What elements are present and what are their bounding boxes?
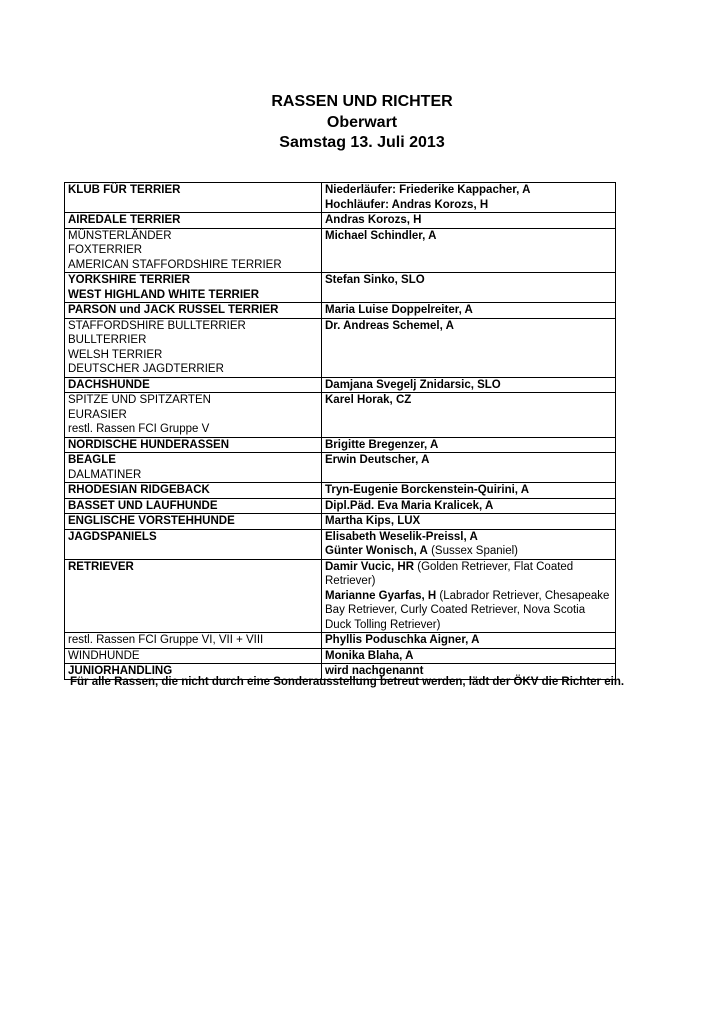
judge-entry xyxy=(325,378,612,393)
table-row xyxy=(65,633,616,649)
judge-entry xyxy=(325,544,612,559)
breed-name: AIREDALE TERRIER xyxy=(68,214,181,226)
breed-name: DACHSHUNDE xyxy=(68,378,150,391)
judge-entry xyxy=(325,438,612,453)
breed-cell xyxy=(65,393,322,438)
table-row xyxy=(65,514,616,530)
title-location: Oberwart xyxy=(326,113,398,131)
breed-cell xyxy=(65,303,322,319)
judge-entry xyxy=(325,453,612,468)
breed-name: MÜNSTERLÄNDER xyxy=(68,229,172,242)
breed-name: WINDHUNDE xyxy=(68,649,140,662)
table-row xyxy=(65,648,616,664)
judge-cell xyxy=(322,498,616,514)
judge-cell xyxy=(322,393,616,438)
breed-name: STAFFORDSHIRE BULLTERRIER xyxy=(68,319,246,332)
breed-cell xyxy=(65,559,322,633)
judge-name: Michael Schindler, A xyxy=(325,229,437,242)
breed-cell xyxy=(65,228,322,273)
table-row xyxy=(65,393,616,438)
breed-name: JUNIORHANDLING xyxy=(68,665,173,677)
judge-name: wird nachgenannt xyxy=(325,665,424,677)
breed-name: WEST HIGHLAND WHITE TERRIER xyxy=(68,288,260,301)
breed-name: PARSON und JACK RUSSEL TERRIER xyxy=(68,304,279,316)
judge-entry xyxy=(325,303,612,318)
judge-note: (Sussex Spaniel) xyxy=(427,545,518,557)
judge-note: (Labrador Retriever, Chesapeake Bay Retriever, Curly Coated Retriever, Nova Scotia Duck Tolling Retriever) xyxy=(325,589,610,631)
judge-entry xyxy=(325,319,612,334)
judge-name: Niederläufer: Friederike Kappacher, A xyxy=(325,184,531,196)
judge-cell xyxy=(322,529,616,559)
breed-cell xyxy=(65,318,322,377)
table-row xyxy=(65,303,616,319)
judge-entry xyxy=(325,483,612,498)
judge-cell xyxy=(322,377,616,393)
judge-entry xyxy=(325,530,612,545)
breed-cell xyxy=(65,633,322,649)
judge-name: Phyllis Poduschka Aigner, A xyxy=(325,634,480,646)
table-row xyxy=(65,273,616,303)
breed-name: BULLTERRIER xyxy=(68,334,147,346)
judge-cell xyxy=(322,213,616,229)
judge-entry xyxy=(325,393,612,408)
judge-cell xyxy=(322,318,616,377)
table-row xyxy=(65,483,616,499)
judge-entry xyxy=(325,273,612,288)
document-title xyxy=(0,92,724,154)
judge-name: Günter Wonisch, A xyxy=(325,545,428,557)
breed-cell xyxy=(65,437,322,453)
judge-entry xyxy=(325,499,612,514)
table-row xyxy=(65,228,616,273)
judge-cell xyxy=(322,633,616,649)
judge-name: Damjana Svegelj Znidarsic, SLO xyxy=(325,378,501,391)
judge-name: Tryn-Eugenie Borckenstein-Quirini, A xyxy=(325,484,530,496)
judge-cell xyxy=(322,437,616,453)
title-date: Samstag 13. Juli 2013 xyxy=(279,134,445,151)
judge-note: (Golden Retriever, Flat Coated Retriever) xyxy=(325,560,574,587)
judge-name: Martha Kips, LUX xyxy=(325,515,421,527)
breed-name: JAGDSPANIELS xyxy=(68,530,157,543)
judge-entry xyxy=(325,560,612,589)
table-row xyxy=(65,437,616,453)
judge-name: Maria Luise Doppelreiter, A xyxy=(325,304,473,316)
breed-cell xyxy=(65,273,322,303)
breed-name: restl. Rassen FCI Gruppe VI, VII + VIII xyxy=(68,634,264,646)
breed-name: DALMATINER xyxy=(68,468,142,481)
judge-cell xyxy=(322,183,616,213)
judge-name: Erwin Deutscher, A xyxy=(325,454,430,466)
judge-name: Marianne Gyarfas, H xyxy=(325,589,437,602)
breed-name: KLUB FÜR TERRIER xyxy=(68,184,181,196)
breeds-judges-table xyxy=(64,182,616,680)
table-row xyxy=(65,183,616,213)
breed-name: AMERICAN STAFFORDSHIRE TERRIER xyxy=(68,258,282,271)
breed-cell xyxy=(65,514,322,530)
table-row xyxy=(65,498,616,514)
breed-name: FOXTERRIER xyxy=(68,244,143,256)
breed-name: restl. Rassen FCI Gruppe V xyxy=(68,423,210,435)
judge-entry xyxy=(325,229,612,244)
table-row xyxy=(65,318,616,377)
breed-name: RHODESIAN RIDGEBACK xyxy=(68,484,210,496)
breed-name: RETRIEVER xyxy=(68,560,134,573)
breed-name: BEAGLE xyxy=(68,454,116,466)
breed-cell xyxy=(65,648,322,664)
judge-name: Dr. Andreas Schemel, A xyxy=(325,319,454,332)
breed-name: EURASIER xyxy=(68,408,127,421)
title-line-1: RASSEN UND RICHTER xyxy=(271,93,453,110)
judge-name: Hochläufer: Andras Korozs, H xyxy=(325,198,489,211)
judge-name: Monika Blaha, A xyxy=(325,649,414,662)
table-row xyxy=(65,453,616,483)
table-row xyxy=(65,377,616,393)
breed-name: SPITZE UND SPITZARTEN xyxy=(68,394,211,406)
breed-name: BASSET UND LAUFHUNDE xyxy=(68,499,218,512)
judge-cell xyxy=(322,514,616,530)
judge-entry xyxy=(325,589,612,633)
judge-entry xyxy=(325,213,612,228)
judge-entry xyxy=(325,514,612,529)
footer-note: Für alle Rassen, die nicht durch eine Sonderausstellung betreut werden, lädt der ÖKV die Richter ein. xyxy=(70,676,625,688)
judge-entry xyxy=(325,198,612,213)
judge-entry xyxy=(325,183,612,198)
judge-cell xyxy=(322,303,616,319)
breed-cell xyxy=(65,529,322,559)
judge-name: Elisabeth Weselik-Preissl, A xyxy=(325,530,478,543)
breed-cell xyxy=(65,183,322,213)
table-row xyxy=(65,559,616,633)
judge-entry xyxy=(325,633,612,648)
table-row xyxy=(65,529,616,559)
judge-name: Damir Vucic, HR xyxy=(325,560,415,573)
breed-name: DEUTSCHER JAGDTERRIER xyxy=(68,363,224,375)
judge-cell xyxy=(322,453,616,483)
breed-cell xyxy=(65,498,322,514)
judge-name: Andras Korozs, H xyxy=(325,214,422,226)
judge-name: Stefan Sinko, SLO xyxy=(325,274,425,286)
breed-name: NORDISCHE HUNDERASSEN xyxy=(68,438,230,451)
judge-entry xyxy=(325,649,612,664)
breed-name: ENGLISCHE VORSTEHHUNDE xyxy=(68,515,235,527)
judge-cell xyxy=(322,648,616,664)
judge-name: Brigitte Bregenzer, A xyxy=(325,438,439,451)
judge-cell xyxy=(322,228,616,273)
breed-cell xyxy=(65,483,322,499)
breed-cell xyxy=(65,453,322,483)
breed-name: YORKSHIRE TERRIER xyxy=(68,274,191,286)
table-row xyxy=(65,213,616,229)
breed-name: WELSH TERRIER xyxy=(68,348,163,361)
judge-cell xyxy=(322,559,616,633)
judge-name: Karel Horak, CZ xyxy=(325,394,412,406)
judge-cell xyxy=(322,273,616,303)
judge-name: Dipl.Päd. Eva Maria Kralicek, A xyxy=(325,499,494,512)
breed-cell xyxy=(65,377,322,393)
judge-cell xyxy=(322,483,616,499)
breed-cell xyxy=(65,213,322,229)
